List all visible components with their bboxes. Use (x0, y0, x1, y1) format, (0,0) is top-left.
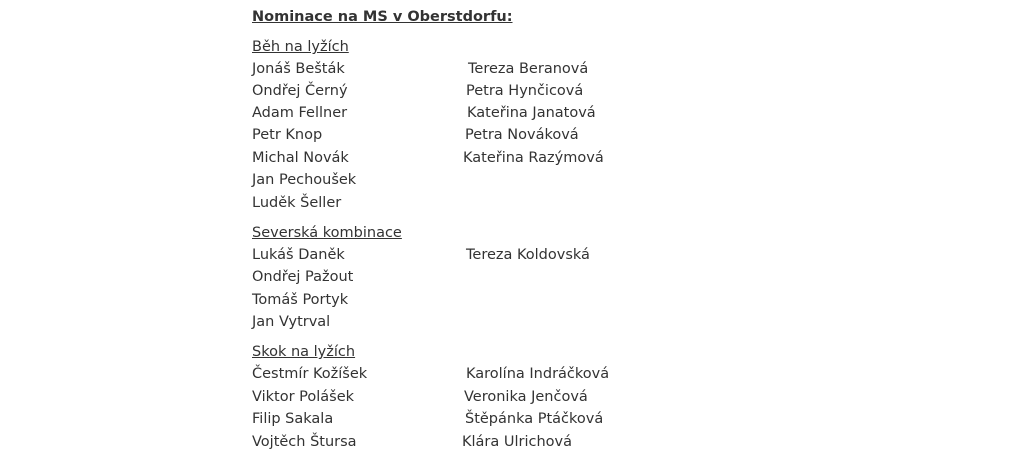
section-title-cross-country: Běh na lyžích (252, 39, 349, 55)
athlete-name: Ondřej Pažout (252, 269, 354, 285)
athlete-name: Tereza Beranová (468, 61, 589, 77)
athlete-name: Adam Fellner (252, 105, 348, 121)
athlete-name: Jonáš Bešták (252, 61, 345, 77)
athlete-name: Vojtěch Štursa (252, 434, 357, 450)
athlete-name: Petra Hynčicová (466, 83, 584, 99)
athlete-name: Čestmír Kožíšek (252, 366, 368, 382)
section-title-nordic-combined: Severská kombinace (252, 225, 402, 241)
athlete-name: Filip Sakala (252, 411, 334, 427)
athlete-name: Veronika Jenčová (464, 389, 588, 405)
athlete-name: Michal Novák (252, 150, 349, 166)
athlete-name: Jan Vytrval (252, 314, 331, 330)
athlete-name: Jan Pechoušek (252, 172, 357, 188)
athlete-name: Štěpánka Ptáčková (465, 411, 604, 427)
athlete-name: Ondřej Černý (252, 83, 348, 99)
athlete-name: Lukáš Daněk (252, 247, 345, 263)
athlete-name: Petr Knop (252, 127, 323, 143)
athlete-name: Kateřina Razýmová (463, 150, 604, 166)
athlete-name: Klára Ulrichová (462, 434, 573, 450)
athlete-name: Luděk Šeller (252, 195, 342, 211)
athlete-name: Karolína Indráčková (466, 366, 610, 382)
athlete-name: Petra Nováková (465, 127, 579, 143)
athlete-name: Viktor Polášek (252, 389, 355, 405)
athlete-name: Kateřina Janatová (467, 105, 596, 121)
athlete-name: Tereza Koldovská (466, 247, 590, 263)
section-title-ski-jumping: Skok na lyžích (252, 344, 356, 360)
athlete-name: Tomáš Portyk (252, 292, 349, 308)
page-heading: Nominace na MS v Oberstdorfu: (252, 9, 513, 25)
